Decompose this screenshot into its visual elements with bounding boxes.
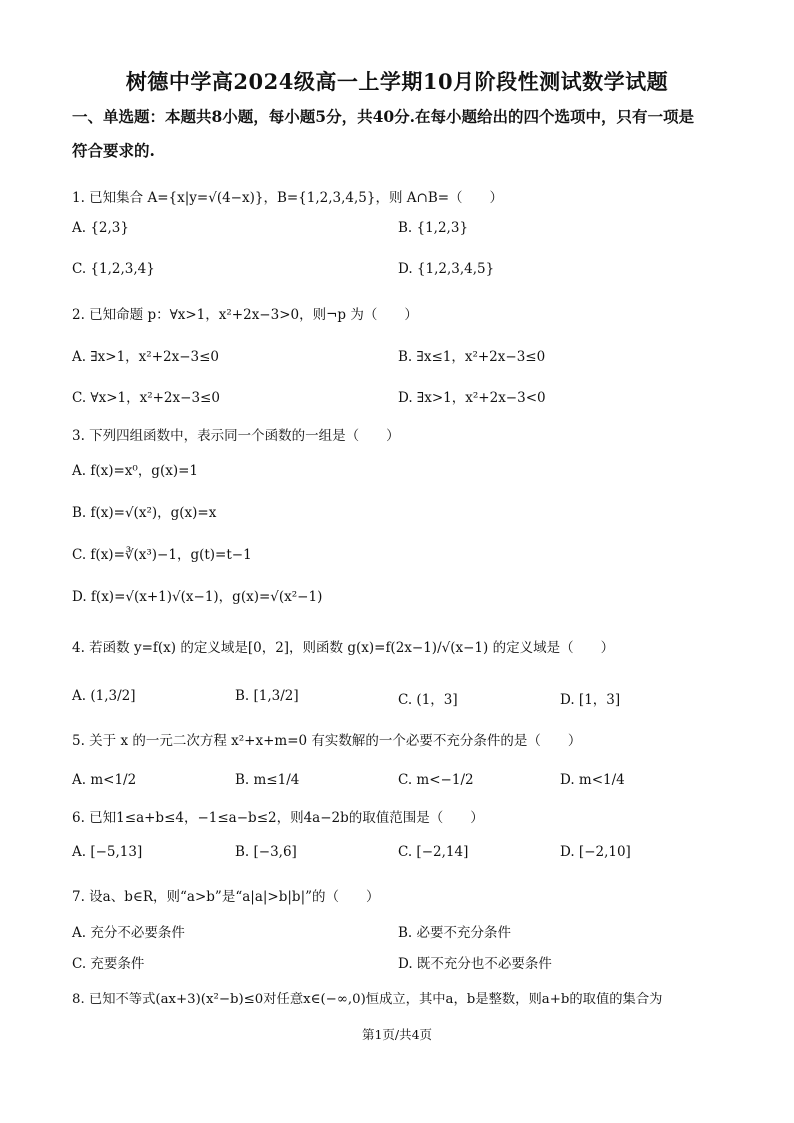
- question-6-stem: 6. 已知1≤a+b≤4，−1≤a−b≤2，则4a−2b的取值范围是（ ）: [72, 810, 484, 826]
- question-6-option-c: C. [−2,14]: [398, 844, 469, 860]
- question-1-option-d: D. {1,2,3,4,5}: [398, 261, 495, 277]
- question-5-option-a: A. m<1/2: [72, 772, 137, 788]
- question-2-option-a: A. ∃x>1，x²+2x−3≤0: [72, 349, 220, 365]
- question-7-stem: 7. 设a、b∈R，则“a>b”是“a|a|>b|b|”的（ ）: [72, 889, 380, 905]
- question-5-stem: 5. 关于 x 的一元二次方程 x²+x+m=0 有实数解的一个必要不充分条件的是（ ）: [72, 733, 582, 749]
- question-6-option-b: B. [−3,6]: [235, 844, 297, 860]
- page-title: 树德中学高2024级高一上学期10月阶段性测试数学试题: [125, 69, 669, 94]
- question-8-stem: 8. 已知不等式(ax+3)(x²−b)≤0对任意x∈(−∞,0)恒成立，其中a，b是整数，则a+b的取值的集合为: [72, 992, 663, 1007]
- question-4-option-b: B. [1,3/2]: [235, 688, 299, 704]
- question-3-option-b: B. f(x)=√(x²)，g(x)=x: [72, 505, 217, 521]
- question-2-option-c: C. ∀x>1，x²+2x−3≤0: [72, 390, 220, 406]
- question-5-option-b: B. m≤1/4: [235, 772, 300, 788]
- question-3-option-d: D. f(x)=√(x+1)√(x−1)，g(x)=√(x²−1): [72, 589, 323, 605]
- question-1-option-b: B. {1,2,3}: [398, 220, 469, 236]
- question-4-option-c: C. (1，3]: [398, 692, 458, 708]
- question-7-option-c: C. 充要条件: [72, 956, 145, 972]
- question-1-option-a: A. {2,3}: [72, 220, 129, 236]
- question-3-option-a: A. f(x)=x⁰，g(x)=1: [72, 463, 199, 479]
- question-3-option-c: C. f(x)=∛(x³)−1，g(t)=t−1: [72, 547, 252, 563]
- question-7-option-d: D. 既不充分也不必要条件: [398, 956, 552, 972]
- question-2-option-d: D. ∃x>1，x²+2x−3<0: [398, 390, 546, 406]
- section-heading-line1: 一、单选题：本题共8小题，每小题5分，共40分.在每小题给出的四个选项中，只有一项是: [72, 107, 695, 126]
- page-footer: 第1页/共4页: [361, 1027, 433, 1042]
- question-5-option-c: C. m<−1/2: [398, 772, 474, 788]
- question-7-option-b: B. 必要不充分条件: [398, 925, 512, 941]
- section-heading-line2: 符合要求的.: [72, 141, 155, 160]
- question-1-option-c: C. {1,2,3,4}: [72, 261, 155, 277]
- question-1-stem: 1. 已知集合 A={x|y=√(4−x)}，B={1,2,3,4,5}，则 A∩B=（ ）: [72, 190, 504, 206]
- question-6-option-a: A. [−5,13]: [72, 844, 143, 860]
- question-2-stem: 2. 已知命题 p：∀x>1，x²+2x−3>0，则¬p 为（ ）: [72, 307, 418, 323]
- question-7-option-a: A. 充分不必要条件: [72, 925, 185, 941]
- question-6-option-d: D. [−2,10]: [560, 844, 631, 860]
- question-2-option-b: B. ∃x≤1，x²+2x−3≤0: [398, 349, 546, 365]
- question-5-option-d: D. m<1/4: [560, 772, 625, 788]
- question-4-option-a: A. (1,3/2]: [72, 688, 136, 704]
- question-3-stem: 3. 下列四组函数中，表示同一个函数的一组是（ ）: [72, 428, 400, 444]
- question-4-option-d: D. [1，3]: [560, 692, 621, 708]
- question-4-stem: 4. 若函数 y=f(x) 的定义域是[0，2]，则函数 g(x)=f(2x−1)/√(x−1) 的定义域是（ ）: [72, 640, 615, 656]
